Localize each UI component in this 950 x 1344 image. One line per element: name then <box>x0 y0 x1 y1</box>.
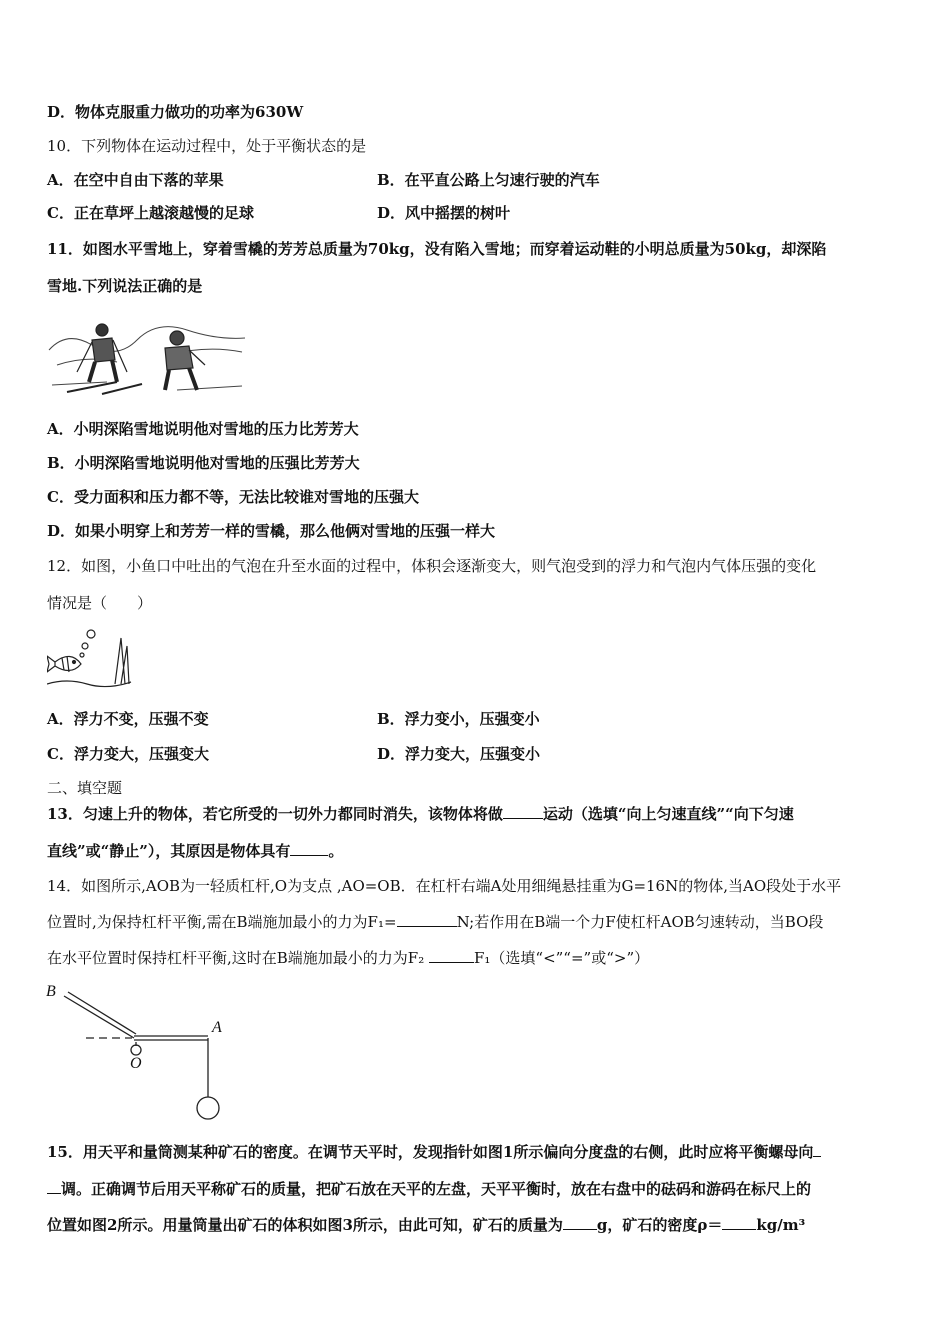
q10-option-a: A．在空中自由下落的苹果 <box>47 171 224 189</box>
q10-option-b: B．在平直公路上匀速行驶的汽车 <box>377 171 600 189</box>
q10-option-c: C．正在草坪上越滚越慢的足球 <box>47 204 254 222</box>
q14-line2: 位置时,为保持杠杆平衡,需在B端施加最小的力为F₁= N;若作用在B端一个力F使杠杆AOB匀速转动，当BO段 <box>47 913 824 931</box>
q12-option-a: A．浮力不变，压强不变 <box>47 710 209 728</box>
q11-option-b: B．小明深陷雪地说明他对雪地的压强比芳芳大 <box>47 454 360 472</box>
q10-stem: 10．下列物体在运动过程中，处于平衡状态的是 <box>47 137 367 155</box>
q15-blank-3 <box>722 1215 756 1230</box>
lever-arm-oa <box>134 1036 208 1040</box>
q14-line1: 14．如图所示,AOB为一轻质杠杆,O为支点 ,AO=OB．在杠杆右端A处用细绳悬挂重为G=16N的物体,当AO段处于水平 <box>47 877 842 895</box>
lever-figure <box>42 980 242 1120</box>
q10-option-d: D．风中摇摆的树叶 <box>377 204 511 222</box>
snow-hills <box>49 327 245 390</box>
q15-blank-1-start <box>813 1142 821 1157</box>
q15-line2: 调。正确调节后用天平称矿石的质量，把矿石放在天平的左盘，天平平衡时，放在右盘中的砝码和游码在标尺上的 <box>47 1179 811 1199</box>
bubble-medium-icon <box>82 643 88 649</box>
q14-line3: 在水平位置时保持杠杆平衡,这时在B端施加最小的力为F₂ F₁（选填“<”“=”或“>”） <box>47 949 650 967</box>
q12-stem-line1: 12．如图，小鱼口中吐出的气泡在升至水面的过程中，体积会逐渐变大，则气泡受到的浮力和气泡内气体压强的变化 <box>47 557 817 575</box>
q13-line1: 13．匀速上升的物体，若它所受的一切外力都同时消失，该物体将做 运动（选填“向上匀速直线”“向下匀速 <box>47 805 794 823</box>
q13-line2: 直线”或“静止”），其原因是物体具有 。 <box>47 842 344 860</box>
boy-in-snow <box>165 331 205 390</box>
q12-option-d: D．浮力变大，压强变小 <box>377 745 541 763</box>
bubble-large-icon <box>87 630 95 638</box>
seaweed-icon <box>115 638 129 684</box>
q9-option-d: D．物体克服重力做功的功率为630W <box>47 103 304 121</box>
lever-arm-ob <box>64 996 134 1038</box>
q15-blank-2 <box>563 1215 597 1230</box>
label-a: A <box>212 1019 222 1036</box>
q14-blank-1 <box>397 912 457 927</box>
q12-stem-line2: 情况是（ ） <box>47 594 153 612</box>
q11-option-c: C．受力面积和压力都不等，无法比较谁对雪地的压强大 <box>47 488 419 506</box>
pivot-icon <box>131 1045 141 1055</box>
label-o: O <box>130 1055 142 1072</box>
q15-line1: 15．用天平和量筒测某种矿石的密度。在调节天平时，发现指针如图1所示偏向分度盘的右侧，此时应将平衡螺母向 <box>47 1142 821 1162</box>
label-b: B <box>46 983 56 1000</box>
q15-blank-1-end <box>47 1179 61 1194</box>
fish-bubbles-figure <box>47 628 137 692</box>
q11-option-a: A．小明深陷雪地说明他对雪地的压力比芳芳大 <box>47 420 359 438</box>
q14-blank-2 <box>429 948 474 963</box>
hanging-weight-icon <box>197 1097 219 1119</box>
skiing-figure <box>47 310 247 400</box>
q12-option-b: B．浮力变小，压强变小 <box>377 710 540 728</box>
q15-line3: 位置如图2所示。用量筒量出矿石的体积如图3所示，由此可知，矿石的质量为 g，矿石的密度ρ＝ kg/m³ <box>47 1216 806 1234</box>
q12-option-c: C．浮力变大，压强变大 <box>47 745 209 763</box>
section-title: 二、填空题 <box>47 779 123 797</box>
q13-blank-2 <box>290 841 328 856</box>
q13-blank-1 <box>503 804 543 819</box>
q11-option-d: D．如果小明穿上和芳芳一样的雪橇，那么他俩对雪地的压强一样大 <box>47 522 496 540</box>
bubble-small-icon <box>80 653 84 657</box>
q11-stem-line1: 11．如图水平雪地上，穿着雪橇的芳芳总质量为70kg，没有陷入雪地；而穿着运动鞋的小明总质量为50kg，却深陷 <box>47 240 827 258</box>
q11-stem-line2: 雪地.下列说法正确的是 <box>47 277 203 295</box>
